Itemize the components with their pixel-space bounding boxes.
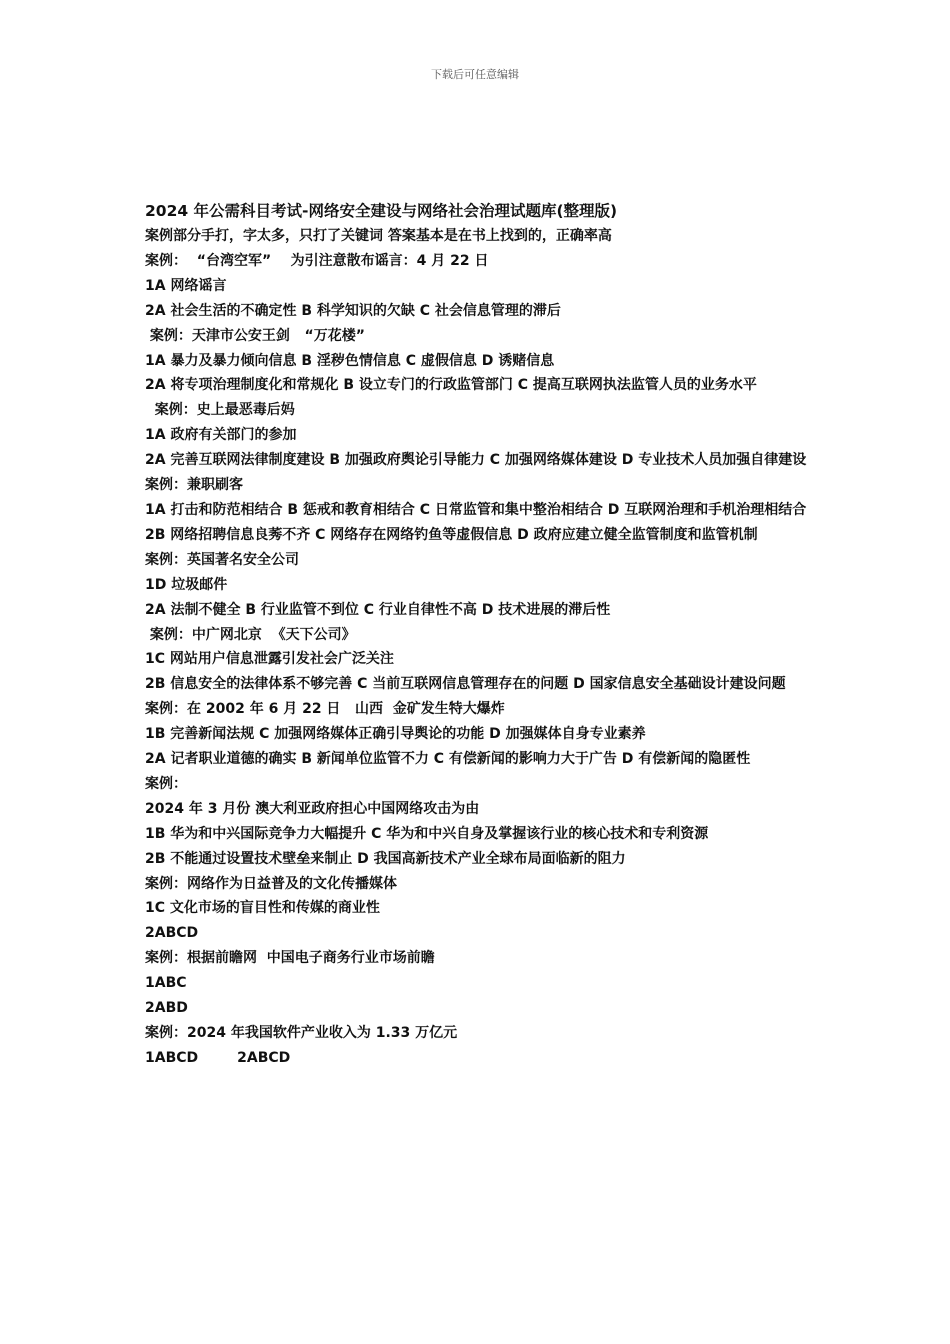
text-line: 2A 将专项治理制度化和常规化 B 设立专门的行政监管部门 C 提高互联网执法监管人员的业务水平 [145, 377, 757, 394]
text-line: 案例：天津市公安王剑 “万花楼” [145, 327, 365, 344]
text-line: 1ABCD 2ABCD [145, 1049, 291, 1066]
text-line: 案例： “台湾空军” 为引注意散布谣言：4 月 22 日 [145, 252, 489, 269]
text-line: 案例： [145, 775, 187, 792]
text-line: 2B 网络招聘信息良莠不齐 C 网络存在网络钓鱼等虚假信息 D 政府应建立健全监管制度和监管机制 [145, 526, 758, 543]
document-body [145, 199, 810, 1071]
text-line: 2A 社会生活的不确定性 B 科学知识的欠缺 C 社会信息管理的滞后 [145, 302, 561, 319]
text-line: 案例部分手打，字太多，只打了关键词 答案基本是在书上找到的，正确率高 [145, 228, 612, 244]
text-line: 1A 暴力及暴力倾向信息 B 淫秽色情信息 C 虚假信息 D 诱赌信息 [145, 352, 555, 369]
text-line: 1A 打击和防范相结合 B 惩戒和教育相结合 C 日常监管和集中整治相结合 D 互联网治理和手机治理相结合 [145, 501, 807, 518]
text-line: 1A 政府有关部门的参加 [145, 427, 297, 444]
text-line: 1D 垃圾邮件 [145, 576, 228, 593]
text-line: 案例：根据前瞻网 中国电子商务行业市场前瞻 [145, 950, 435, 967]
text-line: 2B 信息安全的法律体系不够完善 C 当前互联网信息管理存在的问题 D 国家信息安全基础设计建设问题 [145, 676, 786, 693]
text-line: 1B 华为和中兴国际竞争力大幅提升 C 华为和中兴自身及掌握该行业的核心技术和专利资源 [145, 825, 709, 842]
page-header: 下载后可任意编辑 [431, 68, 519, 81]
text-line: 1C 文化市场的盲目性和传媒的商业性 [145, 900, 380, 917]
text-line: 2ABD [145, 1000, 188, 1017]
text-line: 1C 网站用户信息泄露引发社会广泛关注 [145, 651, 394, 668]
text-line: 1A 网络谣言 [145, 277, 227, 294]
text-line: 1ABC [145, 975, 187, 992]
text-line: 2B 不能通过设置技术壁垒来制止 D 我国高新技术产业全球布局面临新的阻力 [145, 850, 626, 867]
text-line: 2A 记者职业道德的确实 B 新闻单位监管不力 C 有偿新闻的影响力大于广告 D 有偿新闻的隐匿性 [145, 751, 751, 768]
document-title: 2024 年公需科目考试-网络安全建设与网络社会治理试题库(整理版) [145, 202, 618, 220]
text-line: 案例：中广网北京 《天下公司》 [145, 626, 356, 643]
text-line: 1B 完善新闻法规 C 加强网络媒体正确引导舆论的功能 D 加强媒体自身专业素养 [145, 726, 646, 743]
text-line: 2024 年 3 月份 澳大利亚政府担心中国网络攻击为由 [145, 800, 480, 817]
text-line: 2ABCD [145, 925, 199, 942]
text-line: 案例：兼职刷客 [145, 477, 243, 494]
text-line: 案例：史上最恶毒后妈 [145, 402, 295, 419]
text-line: 案例：英国著名安全公司 [145, 551, 299, 568]
text-line: 2A 完善互联网法律制度建设 B 加强政府舆论引导能力 C 加强网络媒体建设 D 专业技术人员加强自律建设 [145, 452, 807, 469]
text-line: 案例：网络作为日益普及的文化传播媒体 [145, 875, 397, 892]
text-line: 案例：2024 年我国软件产业收入为 1.33 万亿元 [145, 1025, 458, 1041]
text-line: 案例：在 2002 年 6 月 22 日 山西 金矿发生特大爆炸 [145, 701, 505, 718]
text-line: 2A 法制不健全 B 行业监管不到位 C 行业自律性不高 D 技术进展的滞后性 [145, 601, 611, 618]
